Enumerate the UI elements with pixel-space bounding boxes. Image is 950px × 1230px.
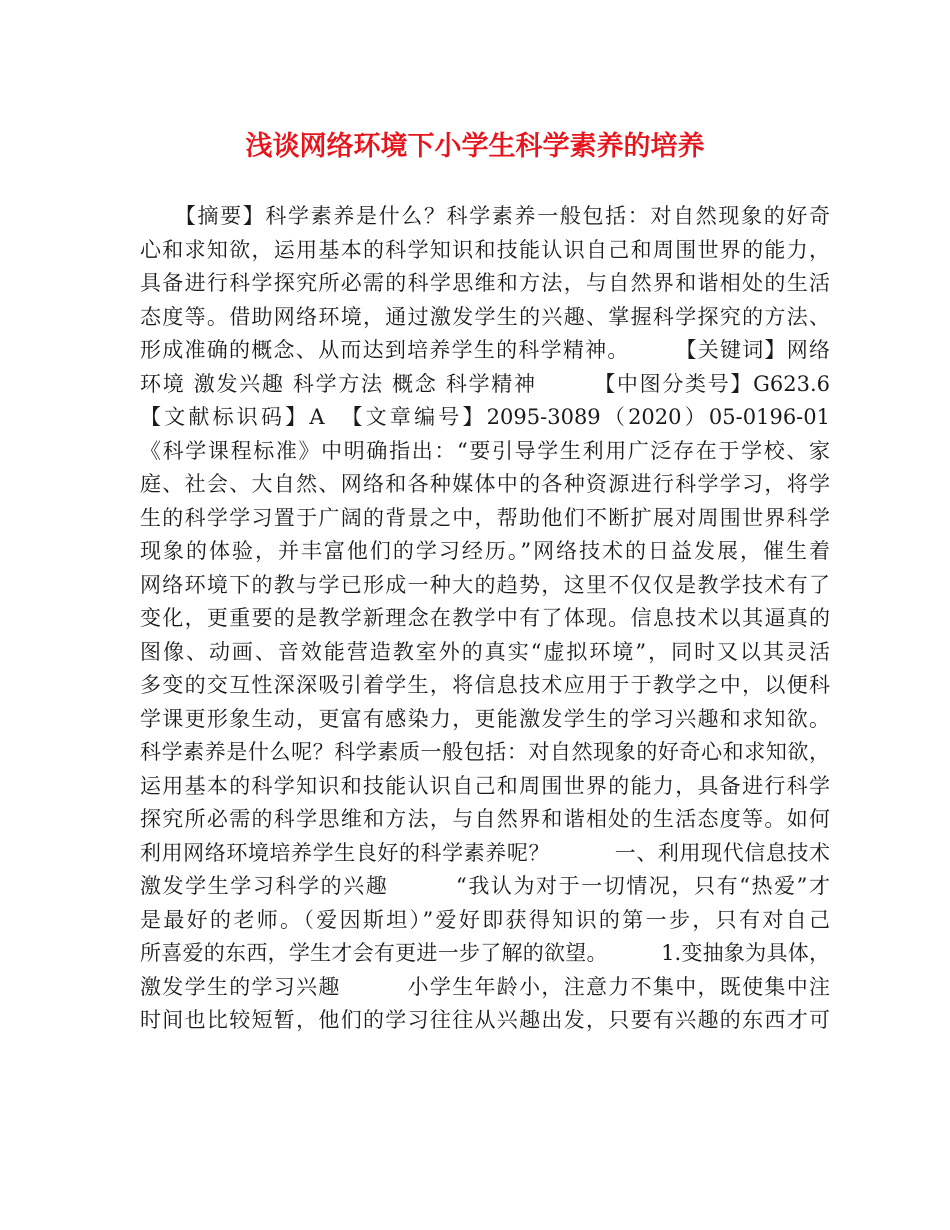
body-line: 学课更形象生动，更富有感染力，更能激发学生的学习兴趣和求知欲。 <box>140 706 830 731</box>
body-line: 《科学课程标准》中明确指出：“要引导学生利用广泛存在于学校、家 <box>140 438 830 463</box>
body-line: 科学素养是什么呢？科学素质一般包括：对自然现象的好奇心和求知欲， <box>140 740 830 764</box>
document-title: 浅谈网络环境下小学生科学素养的培养 <box>245 131 705 162</box>
body-line: 所喜爱的东西，学生才会有更进一步了解的欲望。 1.变抽象为具体， <box>140 941 830 965</box>
body-line: 激发学生学习科学的兴趣 “我认为对于一切情况，只有“热爱”才 <box>140 874 830 898</box>
body-line: 现象的体验，并丰富他们的学习经历。”网络技术的日益发展，催生着 <box>140 539 830 563</box>
document-body <box>140 200 830 1038</box>
body-line: 【摘要】科学素养是什么？科学素养一般包括：对自然现象的好奇 <box>140 204 830 228</box>
body-line: 利用网络环境培养学生良好的科学素养呢？ 一、利用现代信息技术 <box>140 840 830 865</box>
body-line: 变化，更重要的是教学新理念在教学中有了体现。信息技术以其逼真的 <box>140 606 830 630</box>
body-line: 态度等。借助网络环境，通过激发学生的兴趣、掌握科学探究的方法、 <box>140 304 830 329</box>
body-line: 【文献标识码】A 【文章编号】2095-3089（2020）05-0196-01 <box>140 405 830 429</box>
body-line: 环境 激发兴趣 科学方法 概念 科学精神 【中图分类号】G623.6 <box>140 371 830 396</box>
body-line: 运用基本的科学知识和技能认识自己和周围世界的能力，具备进行科学 <box>140 773 830 798</box>
body-line: 时间也比较短暂，他们的学习往往从兴趣出发，只要有兴趣的东西才可 <box>140 1008 830 1032</box>
body-line: 庭、社会、大自然、网络和各种媒体中的各种资源进行科学学习，将学 <box>140 472 830 496</box>
body-line: 心和求知欲，运用基本的科学知识和技能认识自己和周围世界的能力， <box>140 237 830 262</box>
body-line: 激发学生的学习兴趣 小学生年龄小，注意力不集中，既使集中注 <box>140 974 830 999</box>
body-line: 是最好的老师。（爱因斯坦）”爱好即获得知识的第一步，只有对自己 <box>140 907 830 932</box>
body-line: 具备进行科学探究所必需的科学思维和方法，与自然界和谐相处的生活 <box>140 271 830 295</box>
body-line: 形成准确的概念、从而达到培养学生的科学精神。 【关键词】网络 <box>140 338 830 362</box>
body-line: 探究所必需的科学思维和方法，与自然界和谐相处的生活态度等。如何 <box>140 807 830 831</box>
body-line: 多变的交互性深深吸引着学生，将信息技术应用于于教学之中，以便科 <box>140 673 830 697</box>
body-line: 网络环境下的教与学已形成一种大的趋势，这里不仅仅是教学技术有了 <box>140 572 830 597</box>
body-line: 图像、动画、音效能营造教室外的真实“虚拟环境”，同时又以其灵活 <box>140 639 830 664</box>
body-line: 生的科学学习置于广阔的背景之中，帮助他们不断扩展对周围世界科学 <box>140 505 830 530</box>
